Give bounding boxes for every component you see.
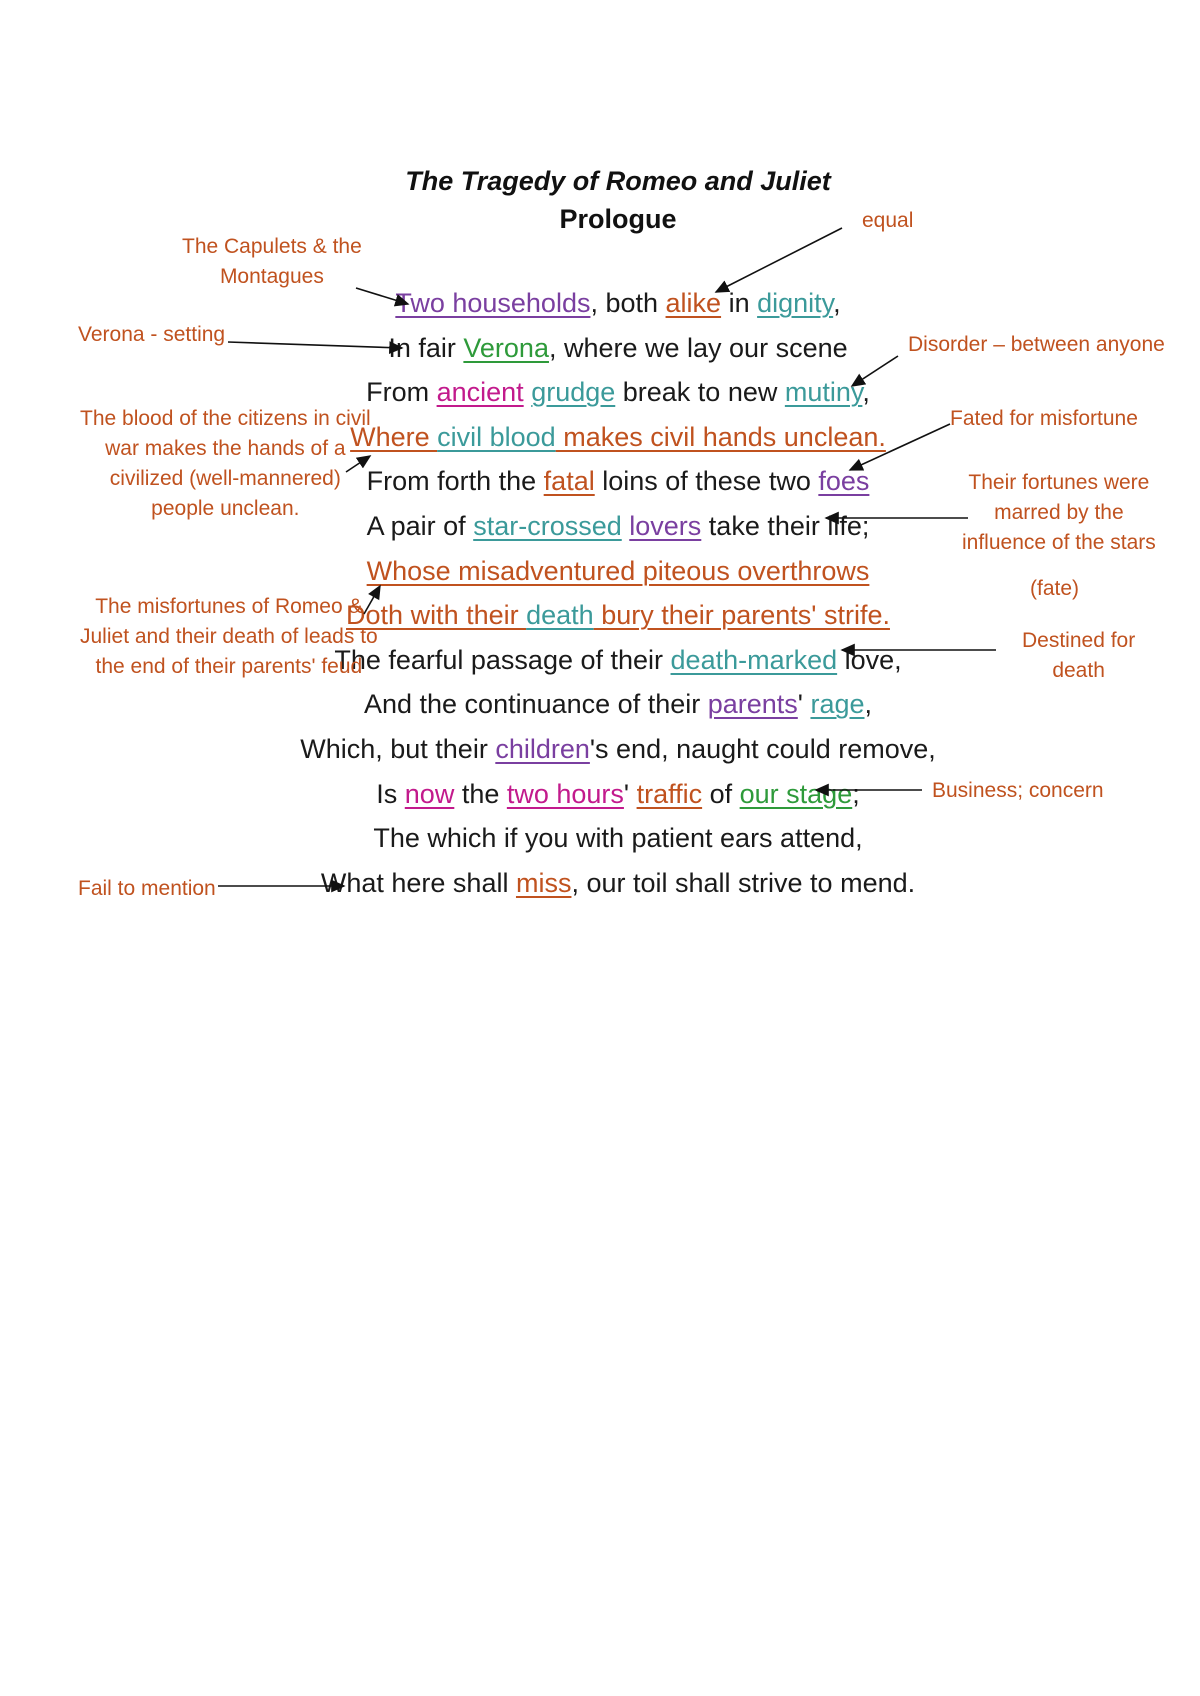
poem-text: love, [837, 644, 902, 675]
highlighted-word: lovers [629, 511, 702, 541]
annotation-line: marred by the [994, 501, 1124, 524]
poem-text: , where we lay our scene [548, 332, 848, 363]
annotation-line: Their fortunes were [968, 471, 1150, 494]
highlighted-word: Verona [463, 332, 549, 363]
poem-text: ; [852, 778, 860, 809]
arrow-capulets [356, 288, 408, 304]
annotation-line: people unclean. [151, 497, 300, 520]
arrow-equal [716, 228, 842, 292]
poem-text: loins of these two [594, 466, 819, 497]
annotation-line: influence of the stars [962, 531, 1156, 554]
highlighted-word: makes civil hands unclean. [555, 421, 886, 452]
document-title: The Tragedy of Romeo and Juliet [405, 166, 831, 196]
highlighted-word: death-marked [670, 644, 838, 675]
poem-text: From forth the [366, 466, 544, 497]
annotation-line: (fate) [1030, 577, 1080, 600]
annotation-line: Juliet and their death of leads to [80, 625, 378, 648]
poem-text: the [454, 778, 507, 809]
highlighted-word: mutiny [784, 377, 863, 408]
highlighted-word: two hours [506, 778, 624, 809]
annotation-line: death [1052, 659, 1105, 682]
poem-text: break to new [615, 377, 785, 408]
arrow-fated [850, 424, 950, 470]
poem-text: take their life; [701, 511, 870, 541]
highlighted-word: parents [707, 689, 798, 720]
highlighted-word: star-crossed [473, 511, 622, 541]
poem-text: From [366, 377, 437, 408]
poem-text: , both [590, 288, 666, 318]
annotation-line: Fated for misfortune [950, 407, 1138, 430]
annotation-line: Verona - setting [78, 323, 226, 346]
annotation-line: equal [862, 209, 914, 232]
highlighted-word: bury their parents' strife. [593, 600, 890, 631]
annotation-line: war makes the hands of a [105, 437, 346, 460]
poem-text: in [721, 288, 758, 318]
poem-text: , [862, 377, 870, 408]
poem-text: , [833, 288, 841, 318]
highlighted-word: alike [665, 288, 722, 318]
annotation-line: Disorder – between anyone [908, 333, 1165, 356]
poem-text: What here shall [320, 867, 516, 898]
poem-text: And the continuance of their [363, 689, 708, 720]
poem-text: of [702, 778, 740, 809]
highlighted-word: rage [810, 689, 865, 720]
poem-text: The which if you with patient ears attend, [373, 823, 863, 854]
annotation-line: Fail to mention [78, 877, 216, 900]
document-subtitle: Prologue [559, 204, 677, 234]
poem-text: 's end, naught could remove, [589, 734, 936, 764]
poem-text: ' [797, 689, 811, 720]
poem-text: Is [376, 778, 405, 809]
annotation-line: Destined for [1022, 629, 1136, 652]
highlighted-word: dignity [757, 288, 834, 318]
annotation-line: Montagues [219, 265, 324, 288]
poem-text: The fearful passage of their [334, 644, 671, 675]
highlighted-word: miss [515, 867, 572, 898]
annotation-line: civilized (well-mannered) [109, 467, 341, 490]
annotation-line: The Capulets & the [182, 235, 362, 258]
highlighted-word: Where [350, 421, 438, 452]
highlighted-word: now [404, 778, 455, 809]
highlighted-word: our stage [739, 778, 853, 809]
highlighted-word: grudge [531, 377, 616, 408]
poem-text: , [864, 689, 873, 720]
poem-text: In fair [388, 332, 464, 363]
highlighted-word: children [495, 734, 590, 764]
highlighted-word: Whose misadventured piteous overthrows [366, 555, 870, 586]
highlighted-word: ancient [436, 377, 524, 408]
highlighted-word: Two households [395, 288, 591, 318]
arrow-disorder [852, 356, 898, 386]
annotation-line: Business; concern [932, 779, 1104, 802]
annotation-line: the end of their parents' feud [95, 655, 363, 678]
highlighted-word: fatal [543, 466, 595, 497]
poem-text: , our toil shall strive to mend. [571, 867, 916, 898]
arrow-misfortunes [364, 586, 380, 614]
arrow-verona [228, 342, 402, 348]
arrow-blood [346, 456, 370, 472]
highlighted-word: civil blood [437, 421, 556, 452]
highlighted-word: foes [818, 466, 870, 497]
highlighted-word: death [526, 600, 594, 631]
poem-text: Which, but their [300, 734, 496, 764]
highlighted-word: Doth with their [346, 600, 527, 631]
annotation-line: The blood of the citizens in civil [80, 407, 371, 430]
annotation-line: The misfortunes of Romeo & [95, 595, 363, 618]
poem-text: ' [623, 778, 637, 809]
poem-text: A pair of [366, 511, 474, 541]
highlighted-word: traffic [636, 778, 703, 809]
